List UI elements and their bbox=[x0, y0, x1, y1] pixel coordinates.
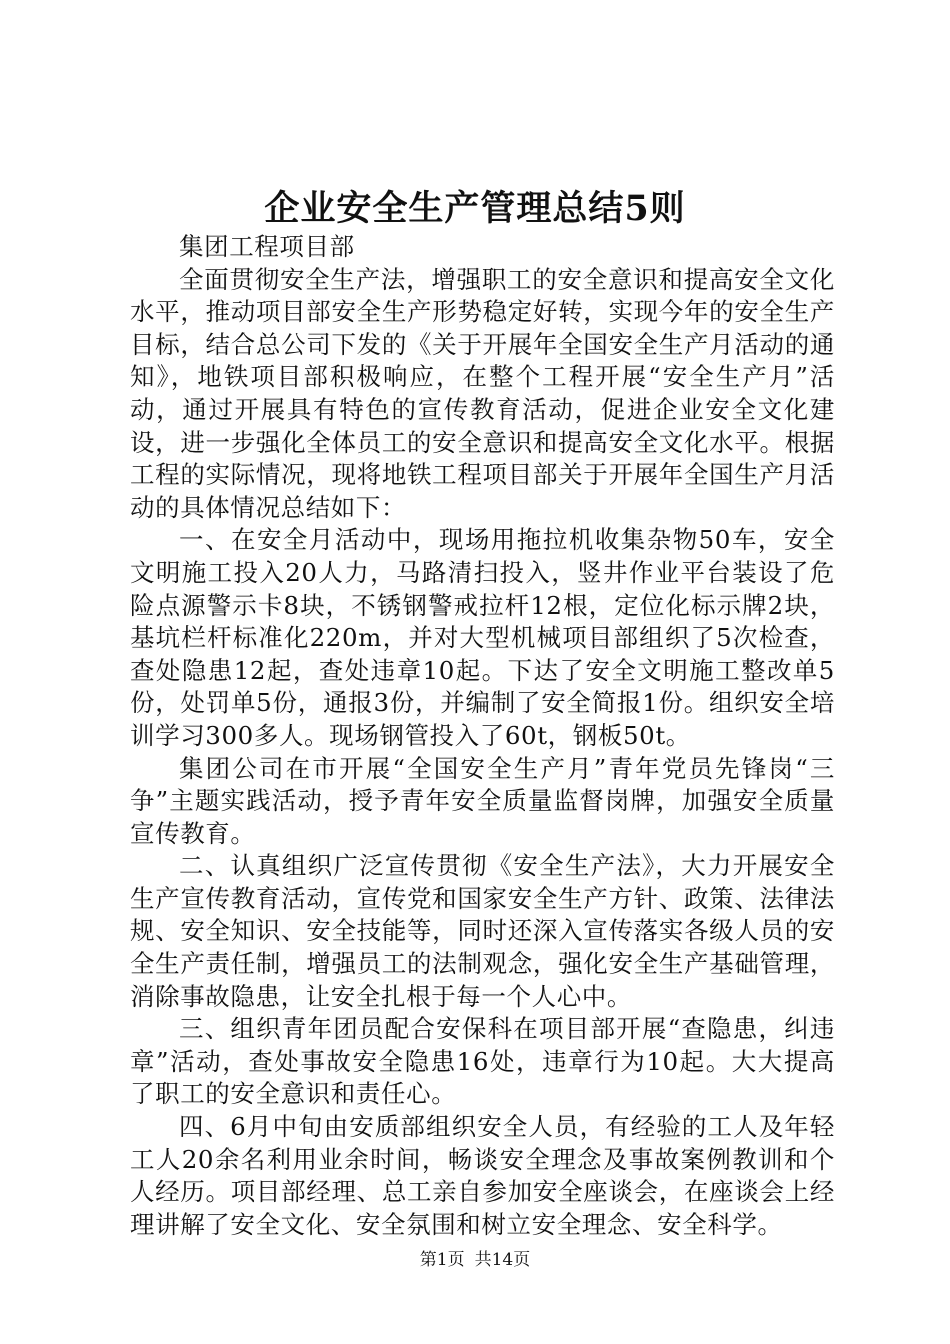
paragraph-section-two: 二、认真组织广泛宣传贯彻《安全生产法》，大力开展安全生产宣传教育活动，宣传党和国家安全生产方针、政策、法律法规、安全知识、安全技能等，同时还深入宣传落实各级人员的安全生产责任制，增强员工的法制观念，强化安全生产基础管理，消除事故隐患，让安全扎根于每一个人心中。 bbox=[130, 851, 835, 1011]
paragraph-section-four: 四、6月中旬由安质部组织安全人员，有经验的工人及年轻工人20余名利用业余时间，畅谈安全理念及事故案例教训和个人经历。项目部经理、总工亲自参加安全座谈会，在座谈会上经理讲解了安全文化、安全氛围和树立安全理念、安全科学。 bbox=[130, 1112, 835, 1239]
paragraph-introduction: 全面贯彻安全生产法，增强职工的安全意识和提高安全文化水平，推动项目部安全生产形势稳定好转，实现今年的安全生产目标，结合总公司下发的《关于开展年全国安全生产月活动的通知》，地铁项目部积极响应，在整个工程开展“安全生产月”活动，通过开展具有特色的宣传教育活动，促进企业安全文化建设，进一步强化全体员工的安全意识和提高安全文化水平。根据工程的实际情况，现将地铁工程项目部关于开展年全国生产月活动的具体情况总结如下： bbox=[130, 264, 835, 522]
page-number: 第1页 bbox=[419, 1250, 465, 1270]
paragraph-section-one: 一、在安全月活动中，现场用拖拉机收集杂物50车，安全文明施工投入20人力，马路清扫投入，竖井作业平台装设了危险点源警示卡8块，不锈钢警戒拉杆12根，定位化标示牌2块，基坑栏杆标准化220m，并对大型机械项目部组织了5次检查，查处隐患12起，查处违章10起。下达了安全文明施工整改单5份，处罚单5份，通报3份，并编制了安全简报1份。组织安全培训学习300多人。现场钢管投入了60t，钢板50t。 bbox=[130, 525, 835, 750]
document-title: 企业安全生产管理总结5则 bbox=[264, 188, 686, 229]
page-total: 共14页 bbox=[474, 1250, 531, 1270]
paragraph-section-three: 三、组织青年团员配合安保科在项目部开展“查隐患，纠违章”活动，查处事故安全隐患16处，违章行为10起。大大提高了职工的安全意识和责任心。 bbox=[130, 1014, 835, 1109]
paragraph-group-activity: 集团公司在市开展“全国安全生产月”青年党员先锋岗“三争”主题实践活动，授予青年安全质量监督岗牌，加强安全质量宣传教育。 bbox=[130, 753, 835, 848]
paragraph-organization: 集团工程项目部 bbox=[179, 232, 355, 261]
document-body bbox=[130, 231, 835, 1241]
page-footer bbox=[0, 1248, 950, 1272]
